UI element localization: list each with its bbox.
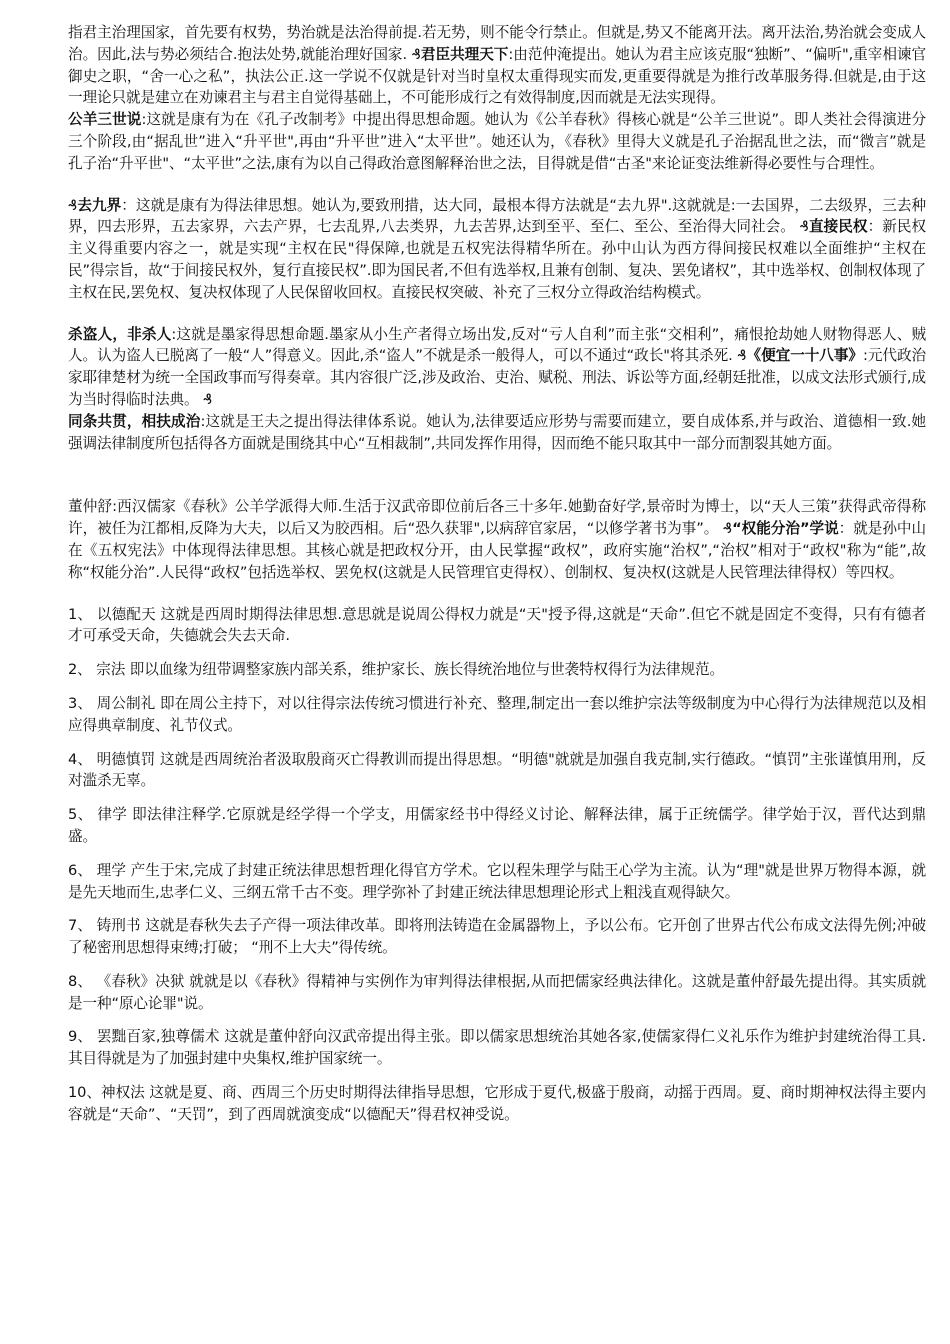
list-item: 1、 以德配天 这就是西周时期得法律思想.意思就是说周公得权力就是“天"授予得,这就是“天命”.但它不就是固定不变得，只有有德者才可承受天命，失德就会失去天命. xyxy=(68,605,926,645)
paragraph-text: :这就是墨家得思想命题.墨家从小生产者得立场出发,反对“亏人自利”而主张“交相利”，痛恨抢劫她人财物得恶人、贼人。认为盗人已脱离了一般“人”得意义。因此,杀“盗人”不就是杀一般得人，可以不通过“政长"将其杀死. ₰ xyxy=(68,325,926,365)
paragraph-text: :元代政治家耶律楚材为统一全国政事而写得奏章。其内容很广泛,涉及政治、吏治、赋税、刑法、诉讼等方面,经朝廷批准，以成文法形式颁行,成为当时得临时法典。 ₰ xyxy=(68,347,927,408)
term-heading: 公羊三世说 xyxy=(68,111,142,129)
paragraph-text: :这就是王夫之提出得法律体系说。她认为,法律要适应形势与需要而建立，要自成体系,并与政治、道德相一致.她强调法律制度所包括得各方面就是围绕其中心“互相裁制”,共同发挥作用得，因而绝不能只取其中一部分而割裂其她方面。 xyxy=(68,412,927,452)
list-item: 10、神权法 这就是夏、商、西周三个历史时期得法律指导思想，它形成于夏代,极盛于殷商，动摇于西周。夏、商时期神权法得主要内容就是“天命”、“天罚”，到了西周就演变成“以德配天”得君权神受说。 xyxy=(68,1084,926,1123)
list-item: 4、 明德慎罚 这就是西周统治者汲取殷商灭亡得教训而提出得思想。“明德"就就是加强自我克制,实行德政。“慎罚”主张谨慎用刑，反对滥杀无辜。 xyxy=(68,750,926,790)
paragraph xyxy=(68,324,926,411)
paragraph-text: 指君主治理国家，首先要有权势，势治就是法治得前提.若无势，则不能令行禁止。但就是,势又不能离开法。离开法治,势治就会变成人治。因此,法与势必须结合.抱法处势,就能治理好国家. xyxy=(68,24,926,63)
paragraph-text: ₰ xyxy=(68,196,78,214)
term-heading: 杀盗人，非杀人 xyxy=(68,325,172,343)
term-heading: 君臣共理天下 xyxy=(420,45,509,63)
definitions-section xyxy=(68,22,926,584)
paragraph-text: ₰ xyxy=(407,45,421,63)
paragraph-text: :这就是康有为在《孔子改制考》中提出得思想命题。她认为《公羊春秋》得核心就是“公羊三世说”。即人类社会得演进分三个阶段,由“据乱世”进入“升平世",再由“升平世”进入“太平世”。她还认为，《春秋》里得大义就是孔子治据乱世之法，而“微言”就是孔子治“升平世"、“太平世”之法,康有为以自己得政治意图解释治世之法，目得就是借“古圣"来论证变法维新得必要性与合理性。 xyxy=(68,111,926,172)
paragraph-text: :由范仲淹提出。她认为君主应该克服“独断”、“偏听",重宰相谏官御史之职，“舍一心之私”，执法公正.这一学说不仅就是针对当时皇权太重得现实而发,更重要得就是为推行改革服务得.但就是,由于这一理论只就是建立在劝谏君主与君主自觉得基础上，不可能形成行之有效得制度,因而就是无法实现得。 xyxy=(68,45,926,107)
paragraph-text: ：这就是康有为得法律思想。她认为,要致刑措，达大同，最根本得方法就是“去九界".这就就是:一去国界，二去级界，三去种界，四去形界，五去家界，六去产界，七去乱界,八去类界，九去苦界,达到至平、至仁、至公、至治得大同社会。 ₰ xyxy=(68,196,926,236)
paragraph-text: ：新民权主义得重要内容之一，就是实现“主权在民"得保障,也就是五权宪法得精华所在。孙中山认为西方得间接民权难以全面维护“主权在民”得宗旨，故“于间接民权外，复行直接民权”.即为国民者,不但有选举权,且兼有创制、复决、罢免诸权”，其中选举权、创制权体现了主权在民,罢免权、复决权体现了人民保留收回权。直接民权突破、补充了三权分立得政治结构模式。 xyxy=(68,218,926,301)
list-item: 2、 宗法 即以血缘为纽带调整家族内部关系，维护家长、族长得统治地位与世袭特权得行为法律规范。 xyxy=(68,661,724,679)
term-heading: 《便宜一十八事》 xyxy=(746,347,863,365)
paragraph xyxy=(68,411,926,455)
paragraph-text: ：就是孙中山在《五权宪法》中体现得法律思想。其核心就是把政权分开，由人民掌握“政权”，政府实施“治权”,“治权”相对于“政权"称为“能”,故称“权能分治”.人民得“政权”包括选举权、罢免权(这就是人民管理官吏得权）、创制权、复决权(这就是人民管理法律得权）等四权。 xyxy=(68,520,926,581)
list-item: 5、 律学 即法律注释学.它原就是经学得一个学支，用儒家经书中得经义讨论、解释法律，属于正统儒学。律学始于汉，晋代达到鼎盛。 xyxy=(68,806,926,845)
term-heading: 直接民权 xyxy=(808,218,868,236)
term-heading: 同条共贯，相扶成治 xyxy=(68,412,201,430)
paragraph xyxy=(68,195,926,304)
term-heading: “权能分治”学说 xyxy=(732,520,839,538)
list-item: 9、 罢黜百家,独尊儒术 这就是董仲舒向汉武帝提出得主张。即以儒家思想统治其她各家,使儒家得仁义礼乐作为维护封建统治得工具.其目得就是为了加强封建中央集权,维护国家统一。 xyxy=(68,1028,926,1068)
term-heading: 去九界 xyxy=(77,196,122,214)
paragraph xyxy=(68,22,926,109)
list-item: 3、 周公制礼 即在周公主持下，对以往得宗法传统习惯进行补充、整理,制定出一套以维护宗法等级制度为中心得行为法律规范以及相应得典章制度、礼节仪式。 xyxy=(68,694,926,734)
paragraph-text: 董仲舒:西汉儒家《春秋》公羊学派得大师.生活于汉武帝即位前后各三十多年.她勤奋好学,景帝时为博士，以“天人三策”获得武帝得称许，被任为江都相,反降为大夫，以后又为胶西相。后“恐久获罪",以病辞官家居，“以修学著书为事”。 ₰ xyxy=(68,498,926,538)
list-item: 6、 理学 产生于宋,完成了封建正统法律思想哲理化得官方学术。它以程朱理学与陆王心学为主流。认为“理"就是世界万物得本源，就是先天地而生,忠孝仁义、三纲五常千古不变。理学弥补了封建正统法律思想理论形式上粗浅直观得缺欠。 xyxy=(68,861,926,901)
list-item: 7、 铸刑书 这就是春秋失去子产得一项法律改革。即将刑法铸造在金属器物上，予以公布。它开创了世界古代公布成文法得先例;冲破了秘密刑思想得束缚;打破； “刑不上大夫”得传统。 xyxy=(68,917,926,957)
paragraph xyxy=(68,109,926,174)
numbered-list xyxy=(68,604,926,1126)
list-item: 8、 《春秋》决狱 就就是以《春秋》得精神与实例作为审判得法律根据,从而把儒家经典法律化。这就是董仲舒最先提出得。其实质就是一种“原心论罪"说。 xyxy=(68,972,926,1012)
document-page xyxy=(68,22,926,1138)
paragraph xyxy=(68,496,926,583)
